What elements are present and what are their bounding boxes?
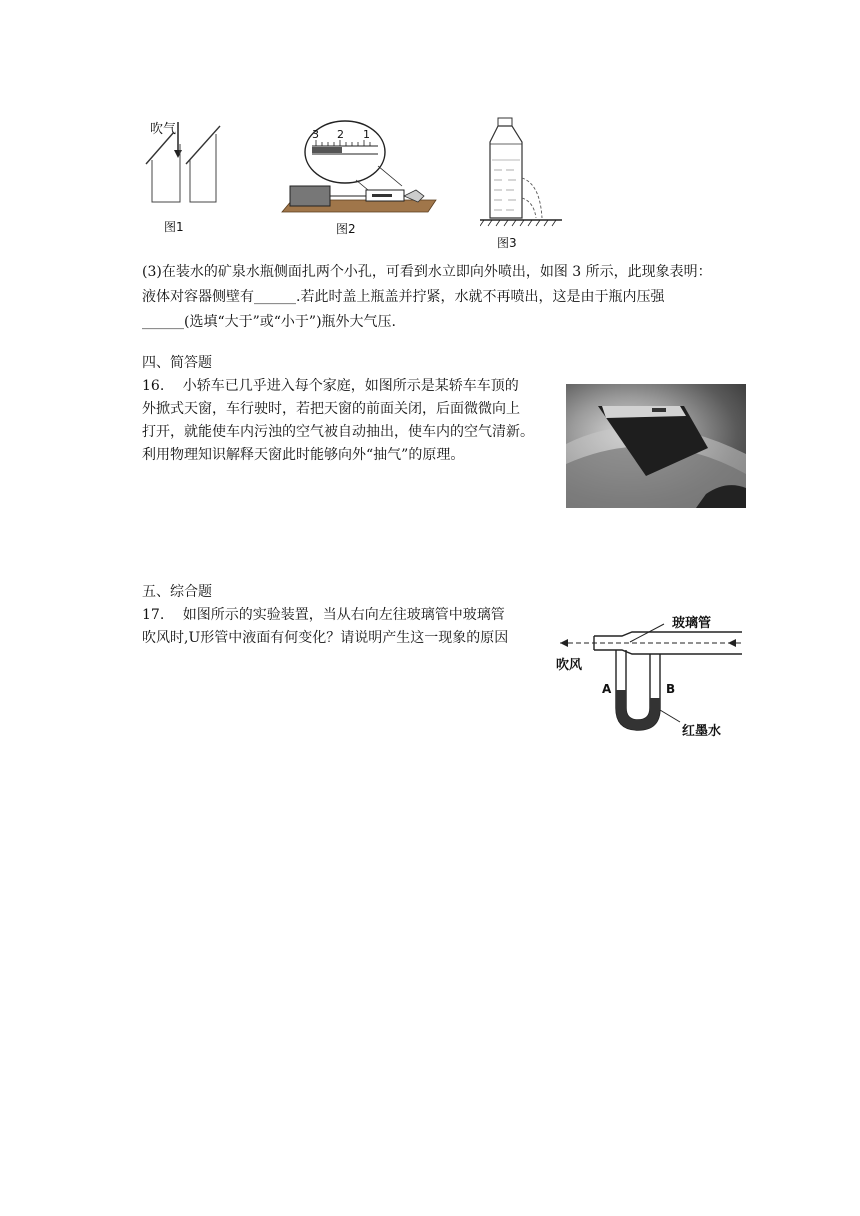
section-5-heading: 五、综合题 — [142, 584, 212, 600]
figure-2-caption: 图2 — [336, 222, 356, 236]
scale-tick-1: 1 — [363, 128, 370, 141]
section-4-heading: 四、简答题 — [142, 355, 212, 371]
q16-line-2: 外掀式天窗，车行驶时，若把天窗的前面关闭，后面微微向上 — [142, 401, 520, 417]
figure-1 — [140, 112, 230, 237]
scale-tick-3: 3 — [312, 128, 319, 141]
glass-tube-label: 玻璃管 — [672, 616, 712, 631]
tube-b-label: B — [666, 682, 676, 696]
scale-tick-2: 2 — [337, 128, 344, 141]
tube-a-label: A — [602, 682, 612, 696]
blow-label: 吹气 — [150, 122, 177, 137]
q17-line-1: 17. 如图所示的实验装置，当从右向左往玻璃管中玻璃管 — [142, 607, 505, 623]
car-sunroof-photo — [566, 384, 746, 508]
blow-wind-label: 吹风 — [556, 658, 583, 673]
bottle-drawing — [480, 114, 566, 232]
figure-1-caption: 图1 — [164, 220, 184, 234]
figure-2 — [278, 118, 438, 240]
spring-scale-drawing — [278, 118, 438, 218]
figure-3 — [480, 114, 566, 252]
q17-line-2: 吹风时,U形管中液面有何变化？请说明产生这一现象的原因 — [142, 630, 509, 646]
u-tube-diagram — [552, 606, 752, 746]
u-tube-drawing — [552, 606, 752, 746]
q15-3-line-2: 液体对容器侧壁有______.若此时盖上瓶盖并拧紧，水就不再喷出，这是由于瓶内压强 — [142, 289, 665, 305]
q16-line-3: 打开，就能使车内污浊的空气被自动抽出，使车内的空气清新。 — [142, 424, 534, 440]
q15-3-line-1: (3)在装水的矿泉水瓶侧面扎两个小孔，可看到水立即向外喷出，如图 3 所示，此现象表明： — [142, 264, 712, 280]
figure-3-caption: 图3 — [497, 236, 517, 250]
red-ink-label: 红墨水 — [682, 724, 722, 739]
q15-3-line-3: ______(选填“大于”或“小于”)瓶外大气压. — [142, 314, 397, 330]
paper-sheets-drawing — [140, 112, 230, 217]
q16-line-1: 16. 小轿车已几乎进入每个家庭，如图所示是某轿车车顶的 — [142, 378, 519, 394]
q16-line-4: 利用物理知识解释天窗此时能够向外“抽气”的原理。 — [142, 447, 465, 463]
